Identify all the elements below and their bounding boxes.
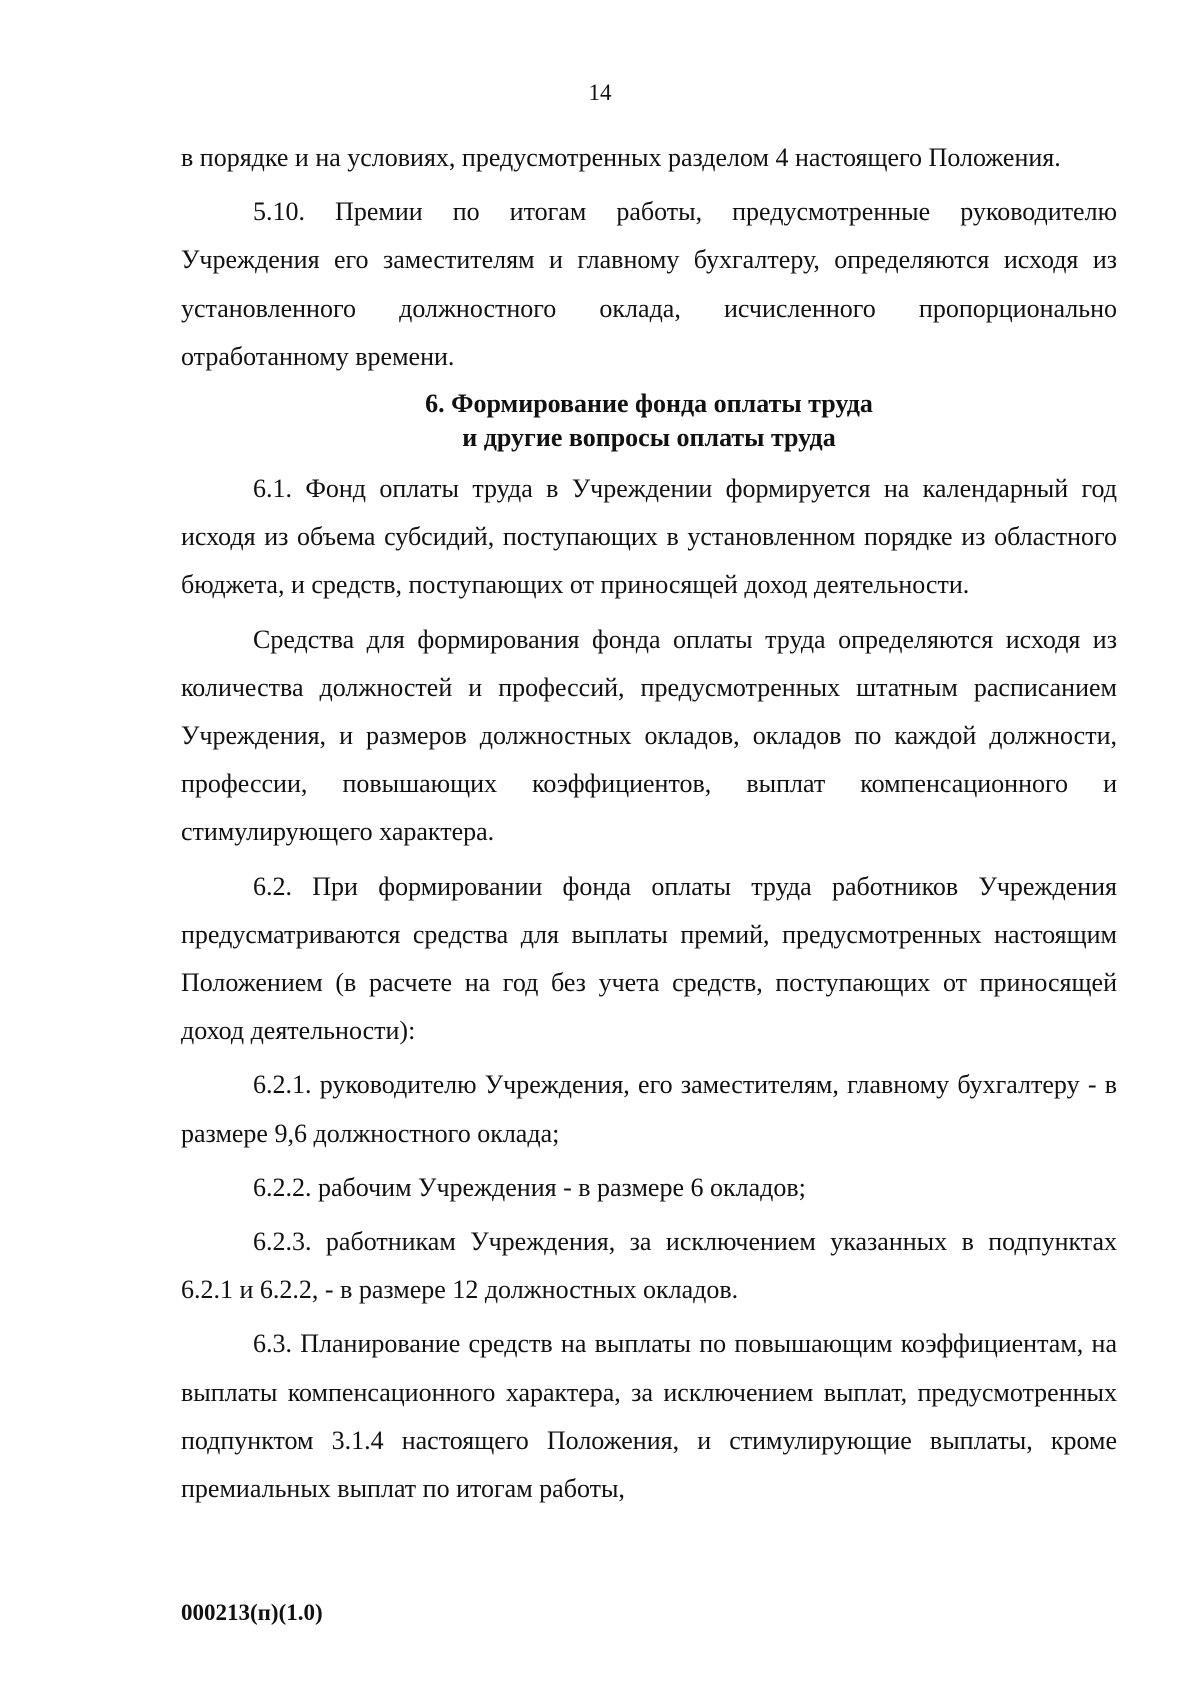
paragraph-6-2-1: 6.2.1. руководителю Учреждения, его заместителям, главному бухгалтеру - в размере 9,6 должностного оклада; [181, 1070, 1117, 1148]
paragraph-6-2-3: 6.2.3. работникам Учреждения, за исключением указанных в подпунктах 6.2.1 и 6.2.2, - в размере 12 должностных окладов. [181, 1227, 1117, 1305]
section-6-heading [181, 387, 1117, 455]
paragraph-continuation: в порядке и на условиях, предусмотренных разделом 4 настоящего Положения. [181, 143, 1061, 172]
document-body [181, 134, 1117, 1513]
paragraph-6-1-funds: Средства для формирования фонда оплаты труда определяются исходя из количества должностей и профессий, предусмотренных штатным расписанием Учреждения, и размеров должностных окладов, окладов по каждой должности, профессии, повышающих коэффициентов, выплат компенсационного и стимулирующего характера. [181, 624, 1117, 847]
page-number: 14 [588, 80, 612, 105]
paragraph-6-2-2: 6.2.2. рабочим Учреждения - в размере 6 окладов; [253, 1172, 806, 1202]
document-code: 000213(п)(1.0) [181, 1600, 323, 1625]
paragraph-6-1: 6.1. Фонд оплаты труда в Учреждении формируется на календарный год исходя из объема субсидий, поступающих в установленном порядке из областного бюджета, и средств, поступающих от приносящей доход деятельности. [181, 474, 1117, 600]
section-heading-line-1: 6. Формирование фонда оплаты труда [425, 389, 873, 419]
section-heading-line-2: и другие вопросы оплаты труда [462, 423, 836, 453]
paragraph-6-3: 6.3. Планирование средств на выплаты по повышающим коэффициентам, на выплаты компенсационного характера, за исключением выплат, предусмотренных подпунктом 3.1.4 настоящего Положения, и стимулирующие выплаты, кроме премиальных выплат по итогам работы, [181, 1329, 1117, 1504]
paragraph-6-2: 6.2. При формировании фонда оплаты труда работников Учреждения предусматриваются средства для выплаты премий, предусмотренных настоящим Положением (в расчете на год без учета средств, поступающих от приносящей доход деятельности): [181, 871, 1117, 1046]
paragraph-5-10: 5.10. Премии по итогам работы, предусмотренные руководителю Учреждения его заместителям и главному бухгалтеру, определяются исходя из установленного должностного оклада, исчисленного пропорционально отработанному времени. [181, 197, 1117, 371]
